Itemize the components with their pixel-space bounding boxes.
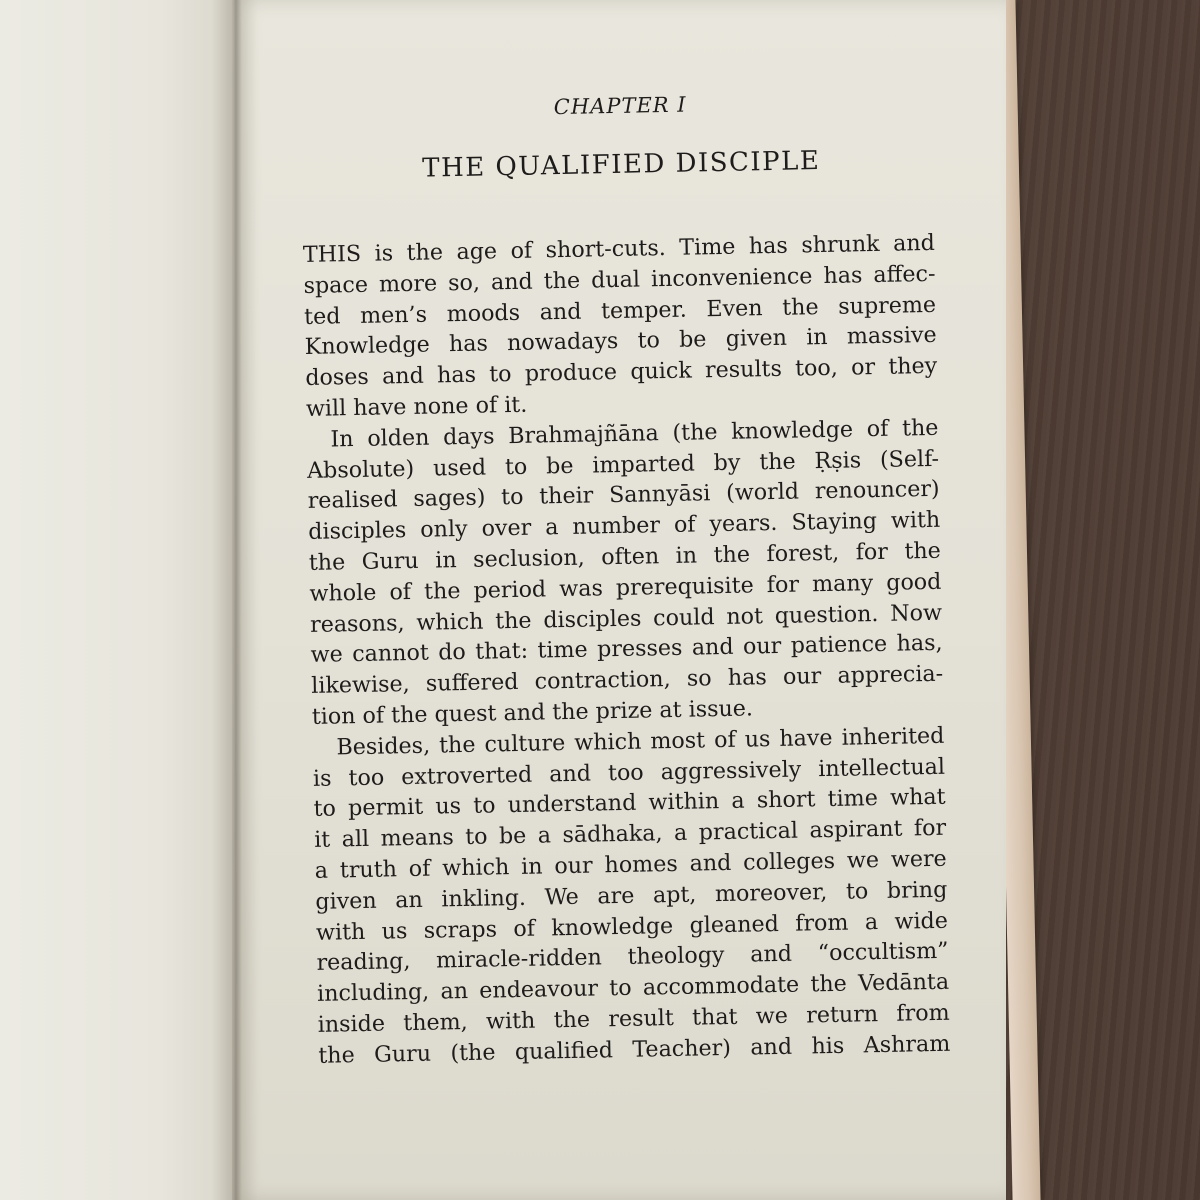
text-line: to permit us to understand within a short time what <box>313 784 946 823</box>
text-line: space more so, and the dual inconvenience has affec- <box>303 260 936 299</box>
text-line: disciples only over a number of years. Staying with <box>308 506 941 546</box>
text-line: tion of the quest and the prize at issue. <box>311 695 754 730</box>
text-line: reading, miracle-ridden theology and “occultism” <box>316 938 949 977</box>
text-line: ted men’s moods and temper. Even the supreme <box>303 291 937 330</box>
text-line: reasons, which the disciples could not question. Now <box>309 599 943 638</box>
text-line: including, an endeavour to accommodate the Vedānta <box>316 968 950 1007</box>
text-line: Absolute) used to be imparted by the Ṛṣis (Self- <box>306 445 940 484</box>
book-gutter <box>212 0 258 1200</box>
left-page <box>0 0 232 1200</box>
text-line: In olden days Brahmajñāna (the knowledge of the <box>330 414 939 453</box>
paragraph-2 <box>306 413 944 733</box>
paragraph-1 <box>303 228 938 425</box>
text-line: the Guru (the qualified Teacher) and his Ashram <box>318 1030 951 1069</box>
text-line: with us scraps of knowledge gleaned from a wide <box>315 907 949 946</box>
text-line: given an inkling. We are apt, moreover, to bring <box>315 876 948 915</box>
text-line: likewise, suffered contraction, so has our apprecia- <box>311 660 944 700</box>
text-line: realised sages) to their Sannyāsi (world renouncer) <box>307 476 940 515</box>
text-line: a truth of which in our homes and colleges we were <box>314 845 947 884</box>
text-line: the Guru in seclusion, often in the forest, for the <box>308 537 942 576</box>
text-line: is too extroverted and too aggressively intellectual <box>312 753 946 792</box>
chapter-title: THE QUALIFIED DISCIPLE <box>421 146 821 184</box>
text-line: Besides, the culture which most of us have inherited <box>336 722 945 761</box>
text-line: Knowledge has nowadays to be given in massive <box>304 322 937 361</box>
text-line: doses and has to produce quick results too, or they <box>305 353 938 392</box>
chapter-label: CHAPTER I <box>553 92 687 120</box>
text-line: inside them, with the result that we return from <box>317 999 950 1038</box>
paragraph-3 <box>312 721 950 1072</box>
text-line: THIS is the age of short-cuts. Time has shrunk and <box>302 229 936 268</box>
text-line: it all means to be a sādhaka, a practical aspirant for <box>313 814 947 854</box>
text-line: will have none of it. <box>305 391 528 422</box>
text-line: whole of the period was prerequisite for many good <box>309 568 942 607</box>
page-text <box>300 88 951 1071</box>
text-line: we cannot do that: time presses and our patience has, <box>310 630 943 669</box>
